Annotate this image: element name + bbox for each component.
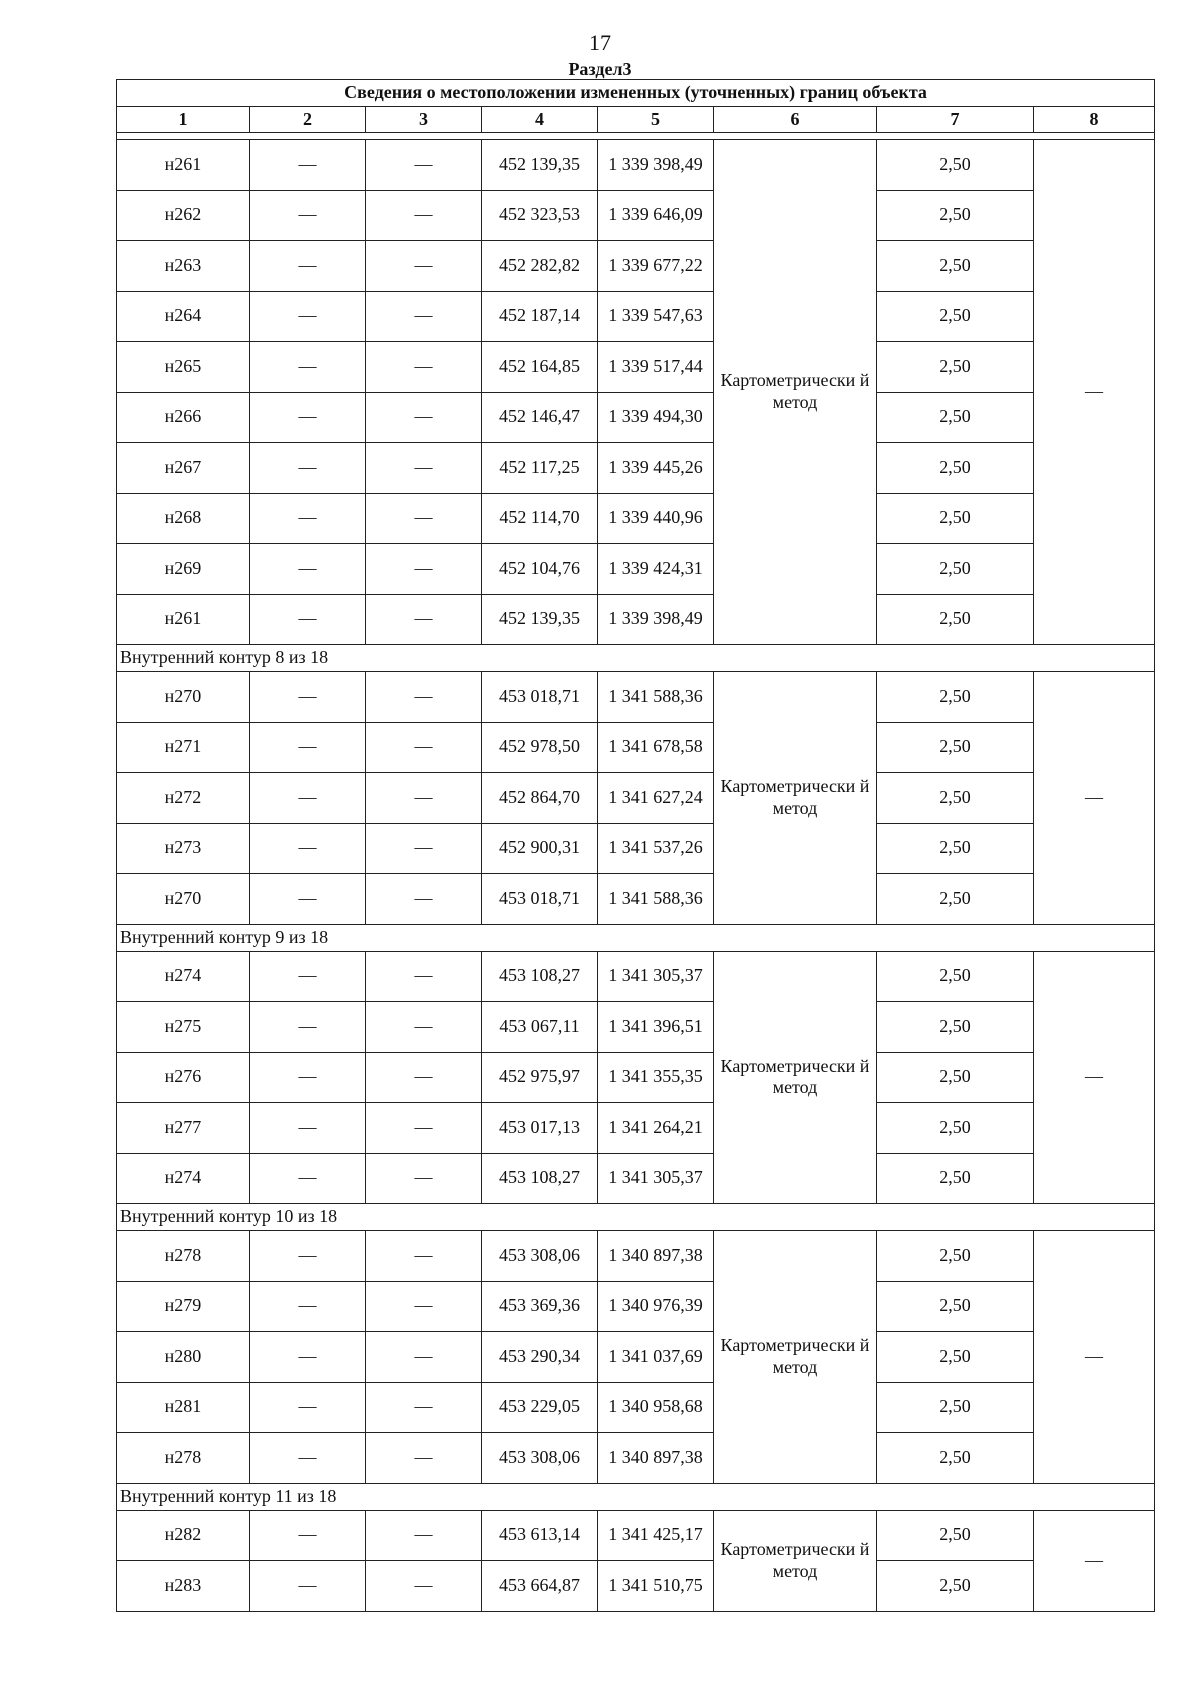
point-id-cell: н267 xyxy=(117,443,250,494)
col2-cell: — xyxy=(250,1103,366,1154)
boundary-coordinates-table xyxy=(116,79,1155,1612)
col2-cell: — xyxy=(250,1382,366,1433)
column-number: 3 xyxy=(366,107,482,133)
x-coordinate-cell: 452 975,97 xyxy=(482,1052,598,1103)
x-coordinate-cell: 453 018,71 xyxy=(482,672,598,723)
point-id-cell: н274 xyxy=(117,1153,250,1204)
col2-cell: — xyxy=(250,1052,366,1103)
col3-cell: — xyxy=(366,1052,482,1103)
x-coordinate-cell: 452 900,31 xyxy=(482,823,598,874)
col3-cell: — xyxy=(366,1153,482,1204)
col3-cell: — xyxy=(366,241,482,292)
point-id-cell: н274 xyxy=(117,951,250,1002)
x-coordinate-cell: 453 290,34 xyxy=(482,1332,598,1383)
y-coordinate-cell: 1 341 588,36 xyxy=(598,672,714,723)
point-id-cell: н281 xyxy=(117,1382,250,1433)
col8-cell: — xyxy=(1034,140,1155,645)
method-cell: Картометрически й метод xyxy=(714,140,877,645)
y-coordinate-cell: 1 339 494,30 xyxy=(598,392,714,443)
x-coordinate-cell: 452 104,76 xyxy=(482,544,598,595)
col2-cell: — xyxy=(250,951,366,1002)
col3-cell: — xyxy=(366,951,482,1002)
accuracy-cell: 2,50 xyxy=(877,493,1034,544)
accuracy-cell: 2,50 xyxy=(877,1382,1034,1433)
x-coordinate-cell: 453 308,06 xyxy=(482,1433,598,1484)
contour-label-row xyxy=(117,924,1155,951)
accuracy-cell: 2,50 xyxy=(877,1433,1034,1484)
col2-cell: — xyxy=(250,1510,366,1561)
y-coordinate-cell: 1 341 264,21 xyxy=(598,1103,714,1154)
y-coordinate-cell: 1 339 445,26 xyxy=(598,443,714,494)
col3-cell: — xyxy=(366,722,482,773)
x-coordinate-cell: 453 229,05 xyxy=(482,1382,598,1433)
accuracy-cell: 2,50 xyxy=(877,140,1034,191)
x-coordinate-cell: 452 164,85 xyxy=(482,342,598,393)
table-row xyxy=(117,823,1155,874)
table-row xyxy=(117,140,1155,191)
col2-cell: — xyxy=(250,392,366,443)
point-id-cell: н278 xyxy=(117,1231,250,1282)
accuracy-cell: 2,50 xyxy=(877,1561,1034,1612)
col2-cell: — xyxy=(250,241,366,292)
col2-cell: — xyxy=(250,1281,366,1332)
accuracy-cell: 2,50 xyxy=(877,594,1034,645)
point-id-cell: н270 xyxy=(117,874,250,925)
table-row xyxy=(117,443,1155,494)
col3-cell: — xyxy=(366,544,482,595)
table-body xyxy=(117,140,1155,1612)
point-id-cell: н276 xyxy=(117,1052,250,1103)
point-id-cell: н273 xyxy=(117,823,250,874)
accuracy-cell: 2,50 xyxy=(877,342,1034,393)
accuracy-cell: 2,50 xyxy=(877,1332,1034,1383)
table-row xyxy=(117,874,1155,925)
accuracy-cell: 2,50 xyxy=(877,241,1034,292)
col3-cell: — xyxy=(366,1433,482,1484)
method-cell: Картометрически й метод xyxy=(714,672,877,925)
method-cell: Картометрически й метод xyxy=(714,1510,877,1611)
col2-cell: — xyxy=(250,1561,366,1612)
accuracy-cell: 2,50 xyxy=(877,1052,1034,1103)
table-title: Сведения о местоположении измененных (уточненных) границ объекта xyxy=(117,80,1155,107)
table-row xyxy=(117,241,1155,292)
point-id-cell: н263 xyxy=(117,241,250,292)
x-coordinate-cell: 452 139,35 xyxy=(482,594,598,645)
table-row xyxy=(117,773,1155,824)
table-row xyxy=(117,1433,1155,1484)
accuracy-cell: 2,50 xyxy=(877,951,1034,1002)
page-number: 17 xyxy=(589,30,611,55)
accuracy-cell: 2,50 xyxy=(877,1103,1034,1154)
y-coordinate-cell: 1 341 510,75 xyxy=(598,1561,714,1612)
col8-cell: — xyxy=(1034,1510,1155,1611)
point-id-cell: н265 xyxy=(117,342,250,393)
col2-cell: — xyxy=(250,493,366,544)
y-coordinate-cell: 1 340 976,39 xyxy=(598,1281,714,1332)
y-coordinate-cell: 1 339 677,22 xyxy=(598,241,714,292)
y-coordinate-cell: 1 341 537,26 xyxy=(598,823,714,874)
point-id-cell: н283 xyxy=(117,1561,250,1612)
x-coordinate-cell: 453 067,11 xyxy=(482,1002,598,1053)
x-coordinate-cell: 453 108,27 xyxy=(482,951,598,1002)
point-id-cell: н268 xyxy=(117,493,250,544)
contour-label-row xyxy=(117,1204,1155,1231)
table-row xyxy=(117,1153,1155,1204)
point-id-cell: н278 xyxy=(117,1433,250,1484)
col2-cell: — xyxy=(250,1002,366,1053)
x-coordinate-cell: 453 108,27 xyxy=(482,1153,598,1204)
table-row xyxy=(117,1281,1155,1332)
y-coordinate-cell: 1 341 037,69 xyxy=(598,1332,714,1383)
col2-cell: — xyxy=(250,672,366,723)
column-number: 8 xyxy=(1034,107,1155,133)
y-coordinate-cell: 1 340 897,38 xyxy=(598,1231,714,1282)
col2-cell: — xyxy=(250,773,366,824)
y-coordinate-cell: 1 341 588,36 xyxy=(598,874,714,925)
accuracy-cell: 2,50 xyxy=(877,823,1034,874)
col2-cell: — xyxy=(250,722,366,773)
col2-cell: — xyxy=(250,1332,366,1383)
x-coordinate-cell: 453 017,13 xyxy=(482,1103,598,1154)
col2-cell: — xyxy=(250,342,366,393)
column-number: 5 xyxy=(598,107,714,133)
col3-cell: — xyxy=(366,1382,482,1433)
x-coordinate-cell: 453 613,14 xyxy=(482,1510,598,1561)
accuracy-cell: 2,50 xyxy=(877,392,1034,443)
column-number: 2 xyxy=(250,107,366,133)
accuracy-cell: 2,50 xyxy=(877,291,1034,342)
column-number: 4 xyxy=(482,107,598,133)
point-id-cell: н279 xyxy=(117,1281,250,1332)
table-row xyxy=(117,1561,1155,1612)
col8-cell: — xyxy=(1034,951,1155,1204)
y-coordinate-cell: 1 339 398,49 xyxy=(598,594,714,645)
table-row xyxy=(117,544,1155,595)
contour-label-row xyxy=(117,1483,1155,1510)
column-number: 6 xyxy=(714,107,877,133)
col3-cell: — xyxy=(366,1231,482,1282)
x-coordinate-cell: 453 369,36 xyxy=(482,1281,598,1332)
col3-cell: — xyxy=(366,1103,482,1154)
y-coordinate-cell: 1 341 305,37 xyxy=(598,951,714,1002)
x-coordinate-cell: 452 117,25 xyxy=(482,443,598,494)
y-coordinate-cell: 1 341 425,17 xyxy=(598,1510,714,1561)
y-coordinate-cell: 1 341 355,35 xyxy=(598,1052,714,1103)
section-label: Раздел3 xyxy=(568,59,632,79)
table-row xyxy=(117,392,1155,443)
x-coordinate-cell: 452 187,14 xyxy=(482,291,598,342)
col3-cell: — xyxy=(366,190,482,241)
point-id-cell: н282 xyxy=(117,1510,250,1561)
col3-cell: — xyxy=(366,1510,482,1561)
table-row xyxy=(117,672,1155,723)
point-id-cell: н275 xyxy=(117,1002,250,1053)
point-id-cell: н264 xyxy=(117,291,250,342)
table-row xyxy=(117,1231,1155,1282)
accuracy-cell: 2,50 xyxy=(877,1281,1034,1332)
accuracy-cell: 2,50 xyxy=(877,443,1034,494)
table-row xyxy=(117,1002,1155,1053)
col3-cell: — xyxy=(366,1332,482,1383)
y-coordinate-cell: 1 340 958,68 xyxy=(598,1382,714,1433)
col3-cell: — xyxy=(366,443,482,494)
col2-cell: — xyxy=(250,823,366,874)
col2-cell: — xyxy=(250,594,366,645)
accuracy-cell: 2,50 xyxy=(877,874,1034,925)
col2-cell: — xyxy=(250,291,366,342)
col2-cell: — xyxy=(250,443,366,494)
col3-cell: — xyxy=(366,1561,482,1612)
col3-cell: — xyxy=(366,594,482,645)
point-id-cell: н277 xyxy=(117,1103,250,1154)
col2-cell: — xyxy=(250,544,366,595)
accuracy-cell: 2,50 xyxy=(877,1002,1034,1053)
accuracy-cell: 2,50 xyxy=(877,1231,1034,1282)
point-id-cell: н280 xyxy=(117,1332,250,1383)
y-coordinate-cell: 1 341 678,58 xyxy=(598,722,714,773)
y-coordinate-cell: 1 339 646,09 xyxy=(598,190,714,241)
y-coordinate-cell: 1 339 547,63 xyxy=(598,291,714,342)
accuracy-cell: 2,50 xyxy=(877,190,1034,241)
table-row xyxy=(117,1332,1155,1383)
x-coordinate-cell: 453 664,87 xyxy=(482,1561,598,1612)
y-coordinate-cell: 1 339 440,96 xyxy=(598,493,714,544)
y-coordinate-cell: 1 341 305,37 xyxy=(598,1153,714,1204)
col3-cell: — xyxy=(366,1281,482,1332)
col2-cell: — xyxy=(250,140,366,191)
col3-cell: — xyxy=(366,493,482,544)
x-coordinate-cell: 452 323,53 xyxy=(482,190,598,241)
table-row xyxy=(117,951,1155,1002)
accuracy-cell: 2,50 xyxy=(877,1153,1034,1204)
accuracy-cell: 2,50 xyxy=(877,544,1034,595)
x-coordinate-cell: 452 146,47 xyxy=(482,392,598,443)
table-row xyxy=(117,190,1155,241)
col2-cell: — xyxy=(250,1153,366,1204)
column-number: 7 xyxy=(877,107,1034,133)
point-id-cell: н269 xyxy=(117,544,250,595)
accuracy-cell: 2,50 xyxy=(877,773,1034,824)
y-coordinate-cell: 1 341 627,24 xyxy=(598,773,714,824)
table-row xyxy=(117,1510,1155,1561)
col8-cell: — xyxy=(1034,672,1155,925)
table-row xyxy=(117,594,1155,645)
column-number: 1 xyxy=(117,107,250,133)
col2-cell: — xyxy=(250,874,366,925)
contour-label: Внутренний контур 10 из 18 xyxy=(117,1204,1155,1231)
col3-cell: — xyxy=(366,874,482,925)
method-cell: Картометрически й метод xyxy=(714,951,877,1204)
col8-cell: — xyxy=(1034,1231,1155,1484)
accuracy-cell: 2,50 xyxy=(877,1510,1034,1561)
col3-cell: — xyxy=(366,823,482,874)
x-coordinate-cell: 453 308,06 xyxy=(482,1231,598,1282)
col3-cell: — xyxy=(366,291,482,342)
x-coordinate-cell: 452 114,70 xyxy=(482,493,598,544)
table-row xyxy=(117,1382,1155,1433)
table-row xyxy=(117,722,1155,773)
point-id-cell: н270 xyxy=(117,672,250,723)
col2-cell: — xyxy=(250,190,366,241)
contour-label: Внутренний контур 11 из 18 xyxy=(117,1483,1155,1510)
y-coordinate-cell: 1 339 424,31 xyxy=(598,544,714,595)
point-id-cell: н261 xyxy=(117,594,250,645)
header-gap xyxy=(117,133,1155,140)
x-coordinate-cell: 452 978,50 xyxy=(482,722,598,773)
col3-cell: — xyxy=(366,140,482,191)
col3-cell: — xyxy=(366,773,482,824)
accuracy-cell: 2,50 xyxy=(877,672,1034,723)
point-id-cell: н272 xyxy=(117,773,250,824)
table-row xyxy=(117,291,1155,342)
accuracy-cell: 2,50 xyxy=(877,722,1034,773)
table-row xyxy=(117,342,1155,393)
table-row xyxy=(117,493,1155,544)
y-coordinate-cell: 1 341 396,51 xyxy=(598,1002,714,1053)
method-cell: Картометрически й метод xyxy=(714,1231,877,1484)
col3-cell: — xyxy=(366,342,482,393)
col2-cell: — xyxy=(250,1231,366,1282)
x-coordinate-cell: 452 282,82 xyxy=(482,241,598,292)
point-id-cell: н261 xyxy=(117,140,250,191)
x-coordinate-cell: 452 139,35 xyxy=(482,140,598,191)
point-id-cell: н262 xyxy=(117,190,250,241)
col3-cell: — xyxy=(366,672,482,723)
x-coordinate-cell: 453 018,71 xyxy=(482,874,598,925)
contour-label: Внутренний контур 9 из 18 xyxy=(117,924,1155,951)
col2-cell: — xyxy=(250,1433,366,1484)
point-id-cell: н266 xyxy=(117,392,250,443)
contour-label-row xyxy=(117,645,1155,672)
col3-cell: — xyxy=(366,392,482,443)
col3-cell: — xyxy=(366,1002,482,1053)
table-row xyxy=(117,1052,1155,1103)
table-row xyxy=(117,1103,1155,1154)
y-coordinate-cell: 1 339 398,49 xyxy=(598,140,714,191)
contour-label: Внутренний контур 8 из 18 xyxy=(117,645,1155,672)
point-id-cell: н271 xyxy=(117,722,250,773)
x-coordinate-cell: 452 864,70 xyxy=(482,773,598,824)
y-coordinate-cell: 1 339 517,44 xyxy=(598,342,714,393)
y-coordinate-cell: 1 340 897,38 xyxy=(598,1433,714,1484)
